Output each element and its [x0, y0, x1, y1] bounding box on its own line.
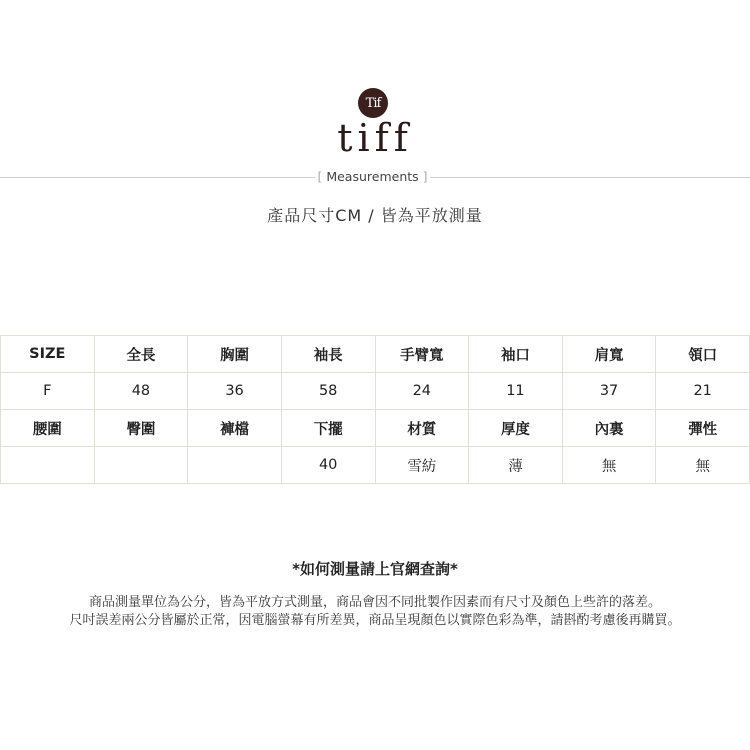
- table-header-row: [1, 410, 750, 447]
- brand-logo-mark: Tif: [358, 88, 388, 118]
- size-table: [0, 335, 750, 484]
- table-header-cell: 領口: [656, 336, 750, 373]
- table-header-cell: 臀圍: [94, 410, 188, 447]
- table-header-cell: 肩寬: [562, 336, 656, 373]
- table-cell: 無: [562, 447, 656, 484]
- section-label-text: Measurements: [326, 169, 419, 184]
- table-cell: 21: [656, 373, 750, 410]
- table-header-cell: 厚度: [469, 410, 563, 447]
- table-cell: 40: [281, 447, 375, 484]
- bracket-open: [: [317, 169, 323, 184]
- table-header-cell: 內裏: [562, 410, 656, 447]
- bracket-close: ]: [422, 169, 428, 184]
- table-header-cell: 褲檔: [188, 410, 282, 447]
- brand-wordmark: tiff: [337, 116, 413, 160]
- table-cell: [94, 447, 188, 484]
- table-header-cell: 手臂寬: [375, 336, 469, 373]
- query-title: *如何測量請上官網查詢*: [292, 560, 458, 578]
- table-header-cell: 全長: [94, 336, 188, 373]
- table-row: [1, 373, 750, 410]
- table-cell: 11: [469, 373, 563, 410]
- table-cell: 無: [656, 447, 750, 484]
- table-cell: 58: [281, 373, 375, 410]
- table-header-cell: 彈性: [656, 410, 750, 447]
- note-line: 商品測量單位為公分，皆為平放方式測量，商品會因不同批製作因素而有尺寸及顏色上些許的落差。: [88, 595, 661, 610]
- table-header-cell: 腰圍: [1, 410, 95, 447]
- table-cell: [1, 447, 95, 484]
- divider-left: [0, 177, 315, 178]
- divider-right: [430, 177, 750, 178]
- table-cell: 48: [94, 373, 188, 410]
- section-label: [315, 169, 430, 184]
- table-header-cell: SIZE: [1, 336, 95, 373]
- table-cell: 36: [188, 373, 282, 410]
- note-line: 尺吋誤差兩公分皆屬於正常，因電腦螢幕有所差異，商品呈現顏色以實際色彩為準，請斟酌考慮後再購買。: [69, 613, 681, 628]
- table-cell: F: [1, 373, 95, 410]
- table-header-cell: 袖口: [469, 336, 563, 373]
- table-row: [1, 447, 750, 484]
- table-cell: 雪紡: [375, 447, 469, 484]
- table-header-cell: 胸圍: [188, 336, 282, 373]
- table-header-cell: 袖長: [281, 336, 375, 373]
- table-cell: 24: [375, 373, 469, 410]
- table-cell: 薄: [469, 447, 563, 484]
- table-cell: [188, 447, 282, 484]
- table-header-cell: 材質: [375, 410, 469, 447]
- table-header-cell: 下擺: [281, 410, 375, 447]
- table-header-row: [1, 336, 750, 373]
- table-cell: 37: [562, 373, 656, 410]
- page-subtitle: 產品尺寸CM / 皆為平放測量: [267, 206, 483, 225]
